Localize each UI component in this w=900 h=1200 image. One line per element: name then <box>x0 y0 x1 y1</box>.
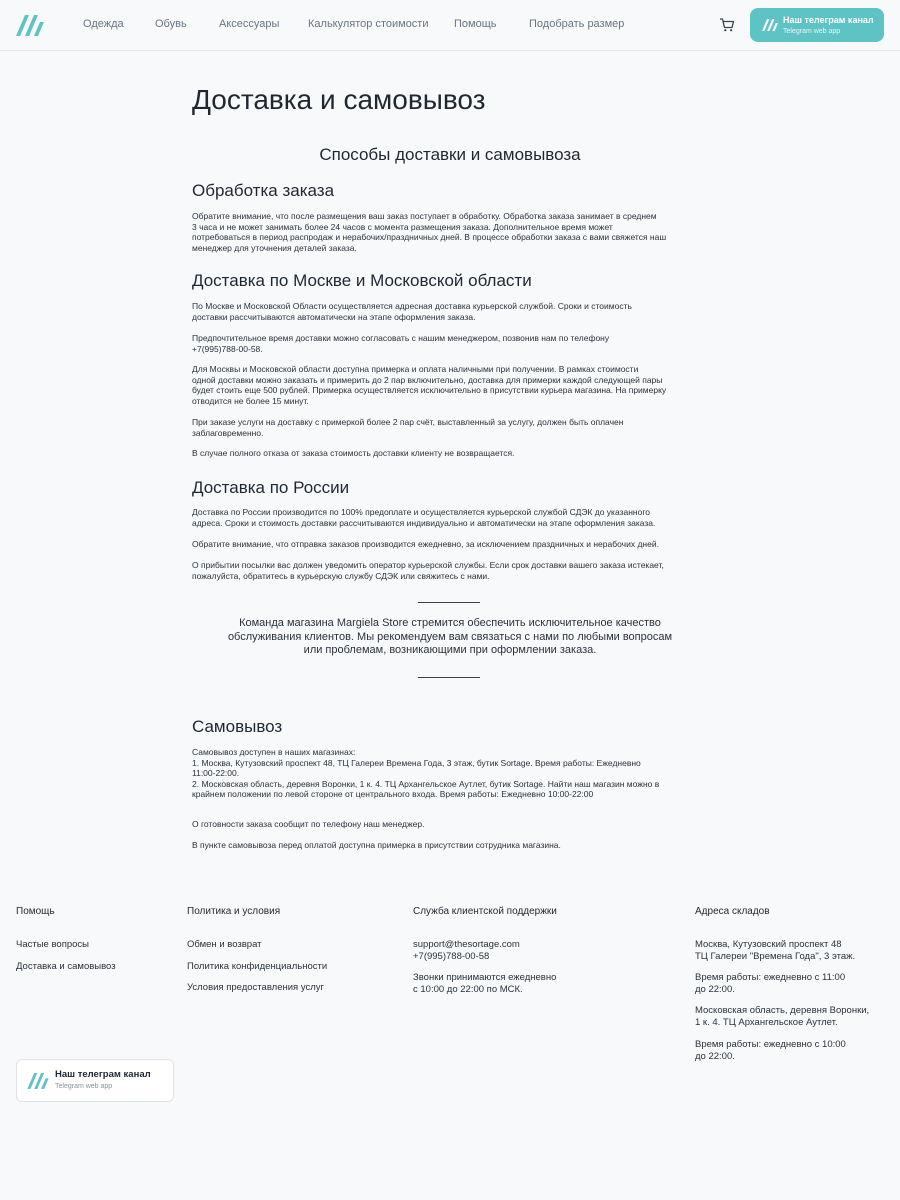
moscow-text-line: заблаговременно. <box>192 427 264 438</box>
nav-clothing[interactable]: Одежда <box>83 18 124 30</box>
support-phone-link[interactable]: +7(995)788-00-58 <box>413 951 490 962</box>
moscow-delivery-heading: Доставка по Москве и Московской области <box>192 271 532 290</box>
footer-link-delivery[interactable]: Доставка и самовывоз <box>16 961 116 972</box>
footer-link-privacy[interactable]: Политика конфиденциальности <box>187 961 328 972</box>
russia-text-line: Обратите внимание, что отправка заказов производится ежедневно, за исключением праздничных и нерабочих дней. <box>192 539 659 549</box>
russia-text-line: Доставка по России производится по 100% предоплате и осуществляется курьерской службой СДЭК до указанного <box>192 507 650 517</box>
warehouse-address-line: 1 к. 4. ТЦ Архангельское Аутлет. <box>695 1017 838 1028</box>
store-quote-line: или проблемам, возникающими при оформлении заказа. <box>303 644 597 656</box>
cart-icon[interactable] <box>719 17 735 33</box>
brand-logo-icon <box>762 19 778 31</box>
telegram-button-subtitle: Telegram web app <box>783 28 841 35</box>
warehouse-hours-line: Время работы: ежедневно с 10:00 <box>695 1039 846 1050</box>
divider <box>418 602 480 603</box>
footer-support-heading: Служба клиентской поддержки <box>413 906 557 917</box>
telegram-channel-button[interactable] <box>750 8 884 42</box>
moscow-text-line: +7(995)788-00-58. <box>192 343 263 354</box>
processing-text-line: менеджер для уточнения деталей заказа. <box>192 242 357 253</box>
warehouse-address-line: Москва, Кутузовский проспект 48 <box>695 939 842 950</box>
telegram-card-title: Наш телеграм канал <box>55 1069 151 1080</box>
footer-warehouses-heading: Адреса складов <box>695 906 770 917</box>
telegram-card-subtitle: Telegram web app <box>55 1083 113 1090</box>
moscow-text-line: При заказе услуги на доставку с примеркой более 2 пар счёт, выставленный за услугу, должен быть оплачен <box>192 417 624 427</box>
site-header <box>0 0 900 51</box>
brand-logo-icon <box>27 1073 49 1089</box>
warehouse-hours-line: Время работы: ежедневно с 11:00 <box>695 972 846 983</box>
telegram-button-title: Наш телеграм канал <box>783 15 874 25</box>
warehouse-address-line: ТЦ Галереи "Времена Года", 3 этаж. <box>695 951 856 962</box>
moscow-text-line: В случае полного отказа от заказа стоимость доставки клиенту не возвращается. <box>192 448 515 458</box>
store-quote-line: обслуживания клиентов. Мы рекомендуем вам связаться с нами по любыми вопросам <box>227 630 673 643</box>
moscow-text-line: будет стоить еще 500 рублей. Примерка осуществляется исключительно в присутствии курьера магазина. На примерку <box>192 385 667 396</box>
processing-text-line: потребоваться в период распродаж и нерабочих/праздничных дней. В процессе обработки заказа с вами свяжется наш <box>192 232 667 243</box>
processing-text-line: Обратите внимание, что после размещения ваш заказ поступает в обработку. Обработка заказа занимает в среднем <box>192 211 657 221</box>
pickup-heading: Самовывоз <box>192 717 283 736</box>
support-hours-line: с 10:00 до 22:00 по МСК. <box>413 984 523 995</box>
footer-telegram-card[interactable] <box>16 1059 174 1102</box>
moscow-text-line: Предпочтительное время доставки можно согласовать с нашим менеджером, позвонив нам по телефону <box>192 333 610 343</box>
footer-link-terms[interactable]: Условия предоставления услуг <box>187 982 324 993</box>
brand-logo-icon[interactable] <box>16 15 44 36</box>
warehouse-address-line: Московская область, деревня Воронки, <box>695 1005 870 1016</box>
footer-link-returns[interactable]: Обмен и возврат <box>187 939 262 950</box>
divider <box>418 677 480 678</box>
support-hours-line: Звонки принимаются ежедневно <box>413 972 557 983</box>
footer-policy-heading: Политика и условия <box>187 906 281 917</box>
warehouse-hours-line: до 22:00. <box>695 984 735 995</box>
processing-heading: Обработка заказа <box>192 181 335 200</box>
pickup-text-line: крайнем положении по левой стороне от центрального входа. Время работы: Ежедневно 10:00-22:00 <box>192 789 594 800</box>
store-quote-line: Команда магазина Margiela Store стремится обеспечить исключительное качество <box>239 617 661 629</box>
pickup-text-line: Самовывоз доступен в наших магазинах: <box>192 747 356 757</box>
page-subtitle: Способы доставки и самовывоза <box>319 145 581 164</box>
moscow-text-line: Для Москвы и Московской области доступна примерка и оплата наличными при получении. В рамках стоимости <box>192 364 639 374</box>
pickup-text-line: 2. Московская область, деревня Воронки, 1 к. 4. ТЦ Архангельское Аутлет, бутик Sortage. Найти наш магазин можно в <box>192 778 660 789</box>
russia-delivery-heading: Доставка по России <box>192 478 350 497</box>
moscow-text-line: одной доставки можно заказать и примерить до 2 пар включительно, доставка для примерки каждой следующей пары <box>192 374 663 385</box>
footer-link-faq[interactable]: Частые вопросы <box>16 939 89 950</box>
russia-text-line: пожалуйста, обратитесь в курьерскую службу СДЭК или свяжитесь с нами. <box>192 570 490 581</box>
russia-text-line: О прибытии посылки вас должен уведомить оператор курьерской службы. Если срок доставки вашего заказа истекает, <box>192 560 664 570</box>
page-title: Доставка и самовывоз <box>192 84 486 115</box>
moscow-text-line: доставки рассчитываются автоматически на этапе оформления заказа. <box>192 311 476 322</box>
footer-help-heading: Помощь <box>16 906 55 917</box>
pickup-text-line: 1. Москва, Кутузовский проспект 48, ТЦ Галереи Времена Года, 3 этаж, бутик Sortage. Время работы: Ежедневно <box>192 757 641 768</box>
processing-text-line: 3 часа и не может занимать более 24 часов с момента размещения заказа. Дополнительное время может <box>192 221 613 232</box>
pickup-text-line: 11:00-22:00. <box>192 768 240 779</box>
nav-price-calculator[interactable]: Калькулятор стоимости <box>308 18 429 30</box>
nav-shoes[interactable]: Обувь <box>155 18 187 30</box>
moscow-text-line: По Москве и Московской Области осуществляется адресная доставка курьерской службой. Сроки и стоимость <box>192 301 632 311</box>
pickup-text-line: В пункте самовывоза перед оплатой доступна примерка в присутствии сотрудника магазина. <box>192 840 561 850</box>
nav-help[interactable]: Помощь <box>454 18 497 30</box>
nav-accessories[interactable]: Аксессуары <box>219 18 280 30</box>
warehouse-hours-line: до 22:00. <box>695 1051 735 1062</box>
russia-text-line: адреса. Сроки и стоимость доставки рассчитываются индивидуально и автоматически на этапе оформления заказа. <box>192 517 656 528</box>
nav-size-guide[interactable]: Подобрать размер <box>529 18 625 30</box>
moscow-text-line: отводится не более 15 минут. <box>192 395 309 406</box>
support-email-link[interactable]: support@thesortage.com <box>413 939 520 950</box>
pickup-text-line: О готовности заказа сообщит по телефону наш менеджер. <box>192 819 425 829</box>
